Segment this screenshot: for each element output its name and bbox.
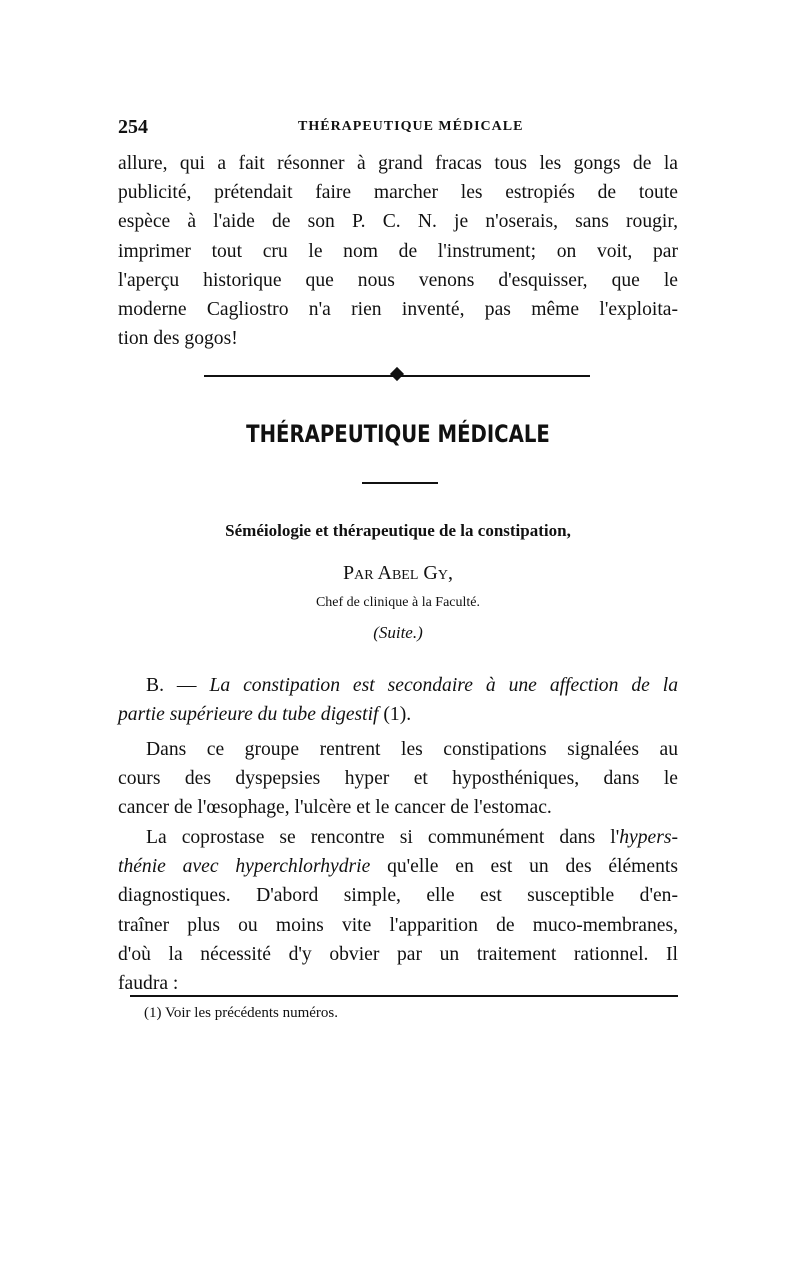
running-title: THÉRAPEUTIQUE MÉDICALE (298, 119, 524, 134)
page-number: 254 (118, 116, 148, 138)
text-line: d'où la nécessité d'y obvier par un traitement rationnel. Il (118, 943, 678, 965)
text-line: imprimer tout cru le nom de l'instrument; on voit, par (118, 240, 678, 262)
text-line: tion des gogos! (118, 328, 238, 350)
text-line: allure, qui a fait résonner à grand fracas tous les gongs de la (118, 153, 678, 174)
text-line: faudra : (118, 973, 179, 995)
running-head (118, 116, 678, 140)
article-author: Par Abel Gy, (343, 562, 453, 584)
label-b: B. — (146, 675, 210, 696)
italic-text: thénie avec hyperchlorhydrie (118, 856, 371, 878)
text-line (118, 671, 678, 700)
text-line: moderne Cagliostro n'a rien inventé, pas même l'exploita- (118, 299, 678, 321)
italic-text: hypers- (619, 827, 678, 848)
article-title: Séméiologie et thérapeutique de la constipation, (225, 521, 571, 540)
text-line: cours des dyspepsies hyper et hyposthéniques, dans le (118, 768, 678, 790)
text-line: l'aperçu historique que nous venons d'esquisser, que le (118, 269, 678, 291)
paragraph-body (118, 735, 678, 823)
plain-text: La coprostase se rencontre si communément dans l' (146, 827, 620, 848)
continued-note: (Suite.) (373, 623, 423, 642)
text-line (118, 700, 678, 729)
text-line: Dans ce groupe rentrent les constipations signalées au (146, 739, 678, 760)
italic-text: partie supérieure du tube digestif (118, 704, 379, 726)
author-role: Chef de clinique à la Faculté. (315, 595, 481, 610)
text-line: publicité, prétendait faire marcher les estropiés de toute (118, 182, 678, 204)
text-line (118, 852, 678, 881)
italic-text: La constipation est secondaire à une affection de la (209, 675, 679, 696)
text-line: espèce à l'aide de son P. C. N. je n'oserais, sans rougir, (118, 211, 678, 233)
paragraph-body (118, 823, 678, 998)
paragraph-continuation (118, 149, 678, 353)
text-line (118, 823, 678, 852)
text-line: traîner plus ou moins vite l'apparition de muco-membranes, (118, 914, 678, 936)
plain-text: qu'elle en est un des éléments (370, 856, 678, 878)
footnote-reference: (1). (378, 704, 412, 726)
paragraph-subheading (118, 671, 678, 729)
section-divider (362, 482, 438, 484)
text-line: diagnostiques. D'abord simple, elle est susceptible d'en- (118, 885, 678, 907)
ornament-diamond-icon (390, 367, 404, 381)
footnote-rule (130, 995, 678, 997)
section-title: THÉRAPEUTIQUE MÉDICALE (246, 420, 550, 448)
text-line: cancer de l'œsophage, l'ulcère et le cancer de l'estomac. (118, 797, 552, 819)
footnote: (1) Voir les précédents numéros. (144, 1005, 338, 1021)
